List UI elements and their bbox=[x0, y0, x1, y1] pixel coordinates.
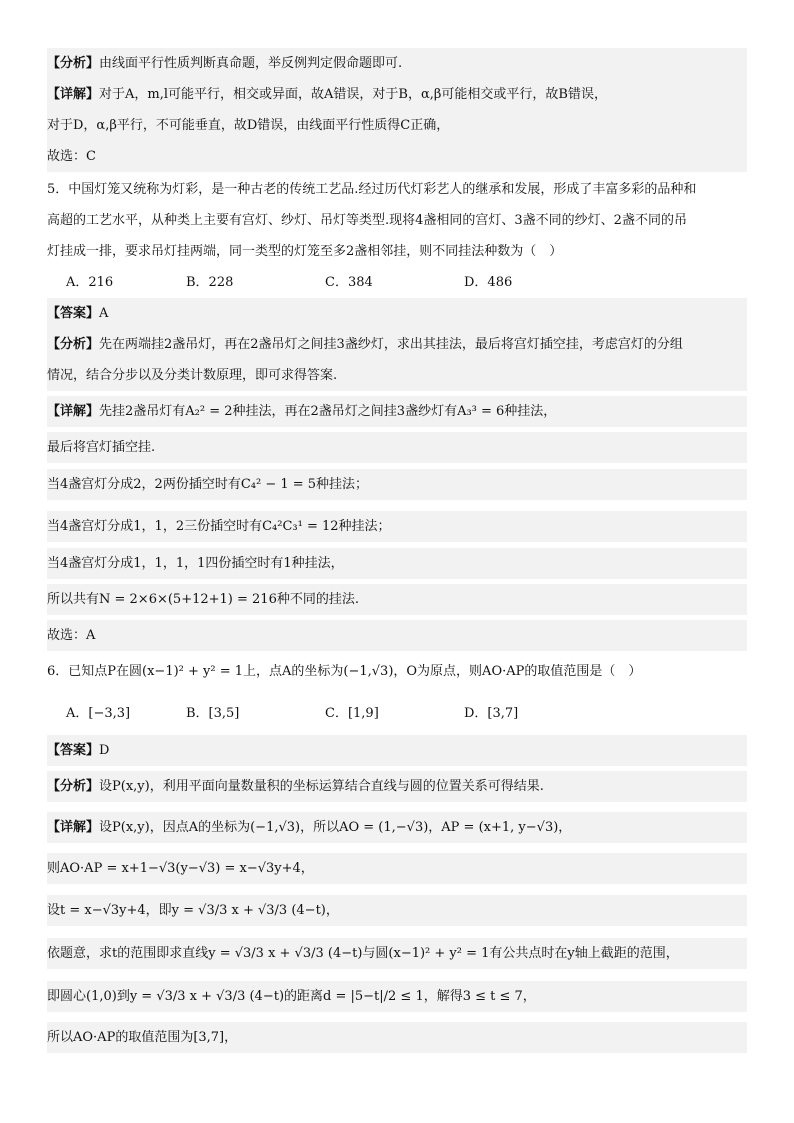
option-d: D．[3,7] bbox=[464, 706, 519, 721]
detail-5-text-3: 当4盏宫灯分成2，2两份插空时有C₄² − 1 = 5种挂法； bbox=[47, 477, 369, 492]
analysis-5-tag: 【分析】 bbox=[47, 337, 100, 352]
analysis-tag: 【分析】 bbox=[47, 56, 100, 71]
answer-6-line bbox=[47, 735, 747, 766]
question-5-text-1: 5．中国灯笼又统称为灯彩，是一种古老的传统工艺品.经过历代灯彩艺人的继承和发展，形成了丰富多彩的品种和 bbox=[47, 182, 697, 197]
answer-text: A bbox=[99, 306, 109, 321]
answer-6-tag: 【答案】 bbox=[47, 743, 100, 758]
detail-5-text: 先挂2盏吊灯有A₂² = 2种挂法，再在2盏吊灯之间挂3盏纱灯有A₃³ = 6种挂法， bbox=[99, 404, 557, 419]
detail-5-line-2 bbox=[47, 432, 747, 463]
option-b: B．228 bbox=[186, 275, 234, 290]
detail-6-tag: 【详解】 bbox=[47, 820, 100, 835]
option-c: C．[1,9] bbox=[325, 706, 379, 721]
detail-5-line-6 bbox=[47, 584, 747, 615]
detail-5-line-7 bbox=[47, 620, 747, 651]
option-b: B．[3,5] bbox=[186, 706, 240, 721]
detail-tag: 【详解】 bbox=[47, 87, 100, 102]
detail-line bbox=[47, 79, 747, 110]
analysis-line bbox=[47, 48, 747, 79]
question-5-line-2 bbox=[47, 205, 747, 236]
option-d: D．486 bbox=[464, 275, 513, 290]
detail-6-text-3: 设t = x−√3y+4，即y = √3/3 x + √3/3 (4−t)， bbox=[47, 903, 339, 918]
detail-5-line-5 bbox=[47, 548, 747, 579]
option-a: A．216 bbox=[66, 275, 114, 290]
detail-5-text-6: 所以共有N = 2×6×(5+12+1) = 216种不同的挂法. bbox=[47, 592, 359, 607]
detail-6-line-2 bbox=[47, 853, 747, 884]
detail-6-text-4: 依题意，求t的范围即求直线y = √3/3 x + √3/3 (4−t)与圆(x−1)² + y² = 1有公共点时在y轴上截距的范围， bbox=[47, 946, 679, 961]
analysis-6-line bbox=[47, 771, 747, 802]
detail-5-text-5: 当4盏宫灯分成1，1，1，1四份插空时有1种挂法， bbox=[47, 556, 344, 571]
detail-line-2 bbox=[47, 110, 747, 141]
question-6-options bbox=[47, 698, 747, 729]
detail-text: 对于A，m,l可能平行，相交或异面，故A错误，对于B，α,β可能相交或平行，故B错误， bbox=[99, 87, 607, 102]
question-5-line-1 bbox=[47, 174, 747, 205]
detail-text-2: 对于D，α,β平行，不可能垂直，故D错误，由线面平行性质得C正确， bbox=[47, 118, 450, 133]
question-5-text-3: 灯挂成一排，要求吊灯挂两端，同一类型的灯笼至多2盏相邻挂，则不同挂法种数为（ ） bbox=[47, 244, 563, 259]
detail-6-text-6: 所以AO·AP的取值范围为[3,7]， bbox=[47, 1030, 238, 1045]
detail-6-line bbox=[47, 812, 747, 843]
detail-5-text-2: 最后将宫灯插空挂. bbox=[47, 440, 156, 455]
question-5-options bbox=[47, 267, 747, 298]
detail-6-text: 设P(x,y)，因点A的坐标为(−1,√3)，所以AO = (1,−√3)，AP = (x+1, y−√3)， bbox=[99, 820, 572, 835]
detail-5-text-7: 故选：A bbox=[47, 628, 96, 643]
answer-tag: 【答案】 bbox=[47, 306, 100, 321]
detail-5-line bbox=[47, 396, 747, 427]
question-6-text: 6．已知点P在圆(x−1)² + y² = 1上，点A的坐标为(−1,√3)，O为原点，则AO·AP的取值范围是（ ） bbox=[47, 664, 642, 679]
analysis-5-text-2: 情况，结合分步以及分类计数原理，即可求得答案. bbox=[47, 368, 338, 383]
option-a: A．[−3,3] bbox=[66, 706, 131, 721]
answer-6-text: D bbox=[99, 743, 110, 758]
analysis-6-tag: 【分析】 bbox=[47, 779, 100, 794]
question-5-text-2: 高超的工艺水平，从种类上主要有宫灯、纱灯、吊灯等类型.现将4盏相同的宫灯、3盏不同的纱灯、2盏不同的吊 bbox=[47, 213, 687, 228]
detail-6-line-4 bbox=[47, 938, 747, 969]
analysis-5-text: 先在两端挂2盏吊灯，再在2盏吊灯之间挂3盏纱灯，求出其挂法，最后将宫灯插空挂，考虑宫灯的分组 bbox=[99, 337, 683, 352]
choose-line bbox=[47, 141, 747, 172]
answer-5-line bbox=[47, 298, 747, 329]
detail-5-line-4 bbox=[47, 511, 747, 542]
option-c: C．384 bbox=[325, 275, 373, 290]
analysis-5-line bbox=[47, 329, 747, 360]
question-5-line-3 bbox=[47, 236, 747, 267]
analysis-6-text: 设P(x,y)，利用平面向量数量积的坐标运算结合直线与圆的位置关系可得结果. bbox=[99, 779, 544, 794]
analysis-5-line-2 bbox=[47, 360, 747, 391]
detail-5-text-4: 当4盏宫灯分成1，1，2三份插空时有C₄²C₃¹ = 12种挂法； bbox=[47, 519, 391, 534]
detail-6-line-5 bbox=[47, 981, 747, 1012]
detail-6-line-3 bbox=[47, 895, 747, 926]
detail-6-text-5: 即圆心(1,0)到y = √3/3 x + √3/3 (4−t)的距离d = |5−t|/2 ≤ 1，解得3 ≤ t ≤ 7， bbox=[47, 989, 536, 1004]
analysis-text: 由线面平行性质判断真命题，举反例判定假命题即可. bbox=[99, 56, 403, 71]
choose-text: 故选：C bbox=[47, 149, 96, 164]
detail-6-line-6 bbox=[47, 1022, 747, 1053]
detail-6-text-2: 则AO·AP = x+1−√3(y−√3) = x−√3y+4， bbox=[47, 861, 314, 876]
detail-5-line-3 bbox=[47, 469, 747, 500]
detail-5-tag: 【详解】 bbox=[47, 404, 100, 419]
question-6-line bbox=[47, 656, 747, 687]
